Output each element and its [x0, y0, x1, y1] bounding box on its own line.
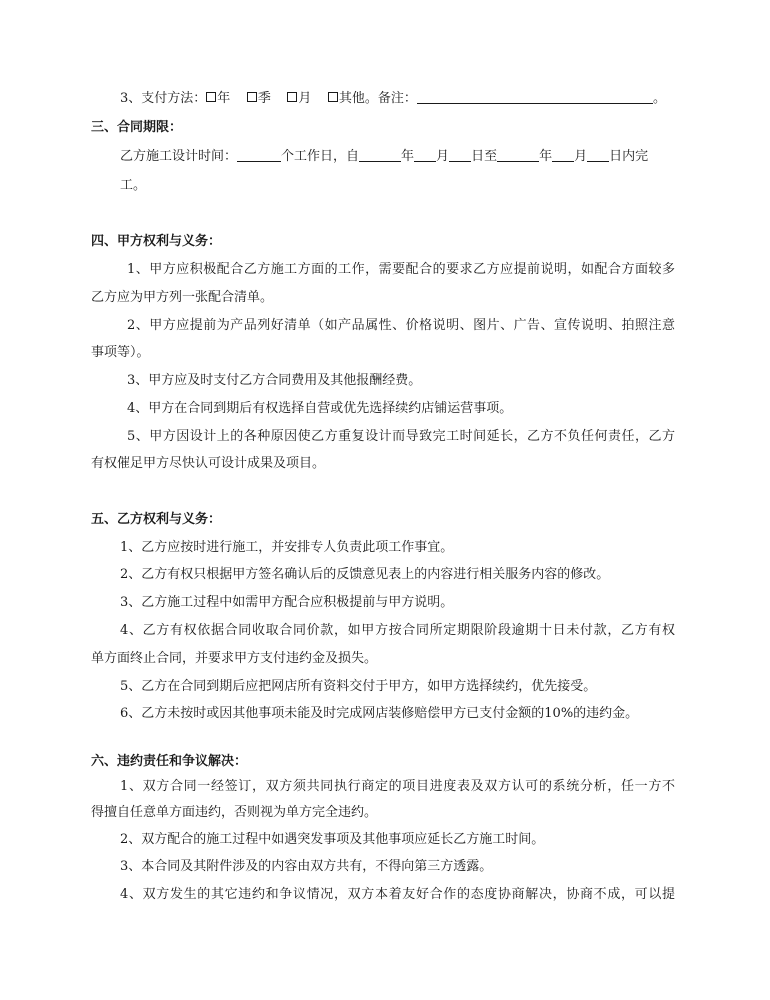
start-day-blank[interactable]	[449, 147, 471, 162]
workdays-blank[interactable]	[237, 147, 281, 162]
section4-clause-2: 2、甲方应提前为产品列好清单（如产品属性、价格说明、图片、广告、宣传说明、拍照注意	[127, 318, 675, 333]
section4-clause-5: 5、甲方因设计上的各种原因使乙方重复设计而导致完工时间延长，乙方不负任何责任，乙方	[127, 429, 675, 444]
section4-heading: 四、甲方权利与义务：	[91, 234, 222, 249]
section4-clause-5-cont: 有权催足甲方尽快认可设计成果及项目。	[91, 456, 326, 471]
checkbox-quarter[interactable]	[247, 92, 257, 102]
end-year-blank[interactable]	[497, 147, 539, 162]
checkbox-month[interactable]	[287, 92, 297, 102]
section6-clause-4: 4、双方发生的其它违约和争议情况，双方本着友好合作的态度协商解决，协商不成，可以提	[120, 887, 675, 902]
section4-clause-2-cont: 事项等）。	[91, 345, 150, 360]
section5-clause-4-cont: 单方面终止合同，并要求甲方支付违约金及损失。	[91, 651, 378, 666]
payment-option-other: 其他。备注：	[338, 91, 417, 106]
period-text-end-month: 月	[574, 149, 588, 164]
payment-method-lead: 3、支付方法：	[120, 91, 207, 106]
period-text-month: 月	[436, 149, 450, 164]
section5-clause-3: 3、乙方施工过程中如需甲方配合应积极提前与甲方说明。	[120, 595, 454, 610]
period-text-workdays: 个工作日，自	[281, 149, 360, 164]
section6-heading: 六、违约责任和争议解决：	[91, 754, 248, 769]
period-text-end-day: 日内完	[609, 149, 649, 164]
section5-clause-1: 1、乙方应按时进行施工，并安排专人负责此项工作事宜。	[120, 540, 454, 555]
section4-clause-1: 1、甲方应积极配合乙方施工方面的工作，需要配合的要求乙方应提前说明，如配合方面较多	[127, 262, 675, 277]
payment-option-month: 月	[298, 91, 312, 106]
section6-clause-3: 3、本合同及其附件涉及的内容由双方共有，不得向第三方透露。	[120, 859, 493, 874]
remark-blank[interactable]	[417, 89, 653, 104]
section4-clause-3: 3、甲方应及时支付乙方合同费用及其他报酬经费。	[127, 373, 422, 388]
end-day-blank[interactable]	[587, 147, 609, 162]
section3-heading: 三、合同期限：	[91, 120, 183, 135]
section5-clause-2: 2、乙方有权只根据甲方签名确认后的反馈意见表上的内容进行相关服务内容的修改。	[120, 567, 610, 582]
start-month-blank[interactable]	[414, 147, 436, 162]
section5-clause-5: 5、乙方在合同到期后应把网店所有资料交付于甲方，如甲方选择续约，优先接受。	[120, 679, 597, 694]
checkbox-year[interactable]	[206, 92, 216, 102]
end-month-blank[interactable]	[552, 147, 574, 162]
section5-clause-6: 6、乙方未按时或因其他事项未能及时完成网店装修赔偿甲方已支付金额的10%的违约金。	[120, 706, 639, 721]
payment-method-end: 。	[652, 91, 666, 106]
period-label: 乙方施工设计时间：	[120, 149, 238, 164]
section4-clause-4: 4、甲方在合同到期后有权选择自营或优先选择续约店铺运营事项。	[127, 401, 513, 416]
payment-option-quarter: 季	[257, 91, 271, 106]
start-year-blank[interactable]	[359, 147, 401, 162]
section3-period-end: 工。	[120, 178, 147, 193]
period-text-year: 年	[401, 149, 415, 164]
payment-option-year: 年	[217, 91, 231, 106]
section4-clause-1-cont: 乙方应为甲方列一张配合清单。	[91, 290, 274, 305]
period-text-day-to: 日至	[471, 149, 498, 164]
payment-method-line	[120, 89, 666, 109]
section5-clause-4: 4、乙方有权依据合同收取合同价款，如甲方按合同所定期限阶段逾期十日未付款，乙方有权	[120, 623, 675, 638]
section6-clause-1: 1、双方合同一经签订，双方须共同执行商定的项目进度表及双方认可的系统分析，任一方不	[120, 779, 675, 794]
checkbox-other[interactable]	[328, 92, 338, 102]
period-text-end-year: 年	[539, 149, 553, 164]
section6-clause-1-cont: 得擅自任意单方面违约，否则视为单方完全违约。	[91, 805, 378, 820]
section5-heading: 五、乙方权利与义务：	[91, 512, 222, 527]
section3-period-line	[120, 147, 648, 167]
section6-clause-2: 2、双方配合的施工过程中如遇突发事项及其他事项应延长乙方施工时间。	[120, 832, 545, 847]
